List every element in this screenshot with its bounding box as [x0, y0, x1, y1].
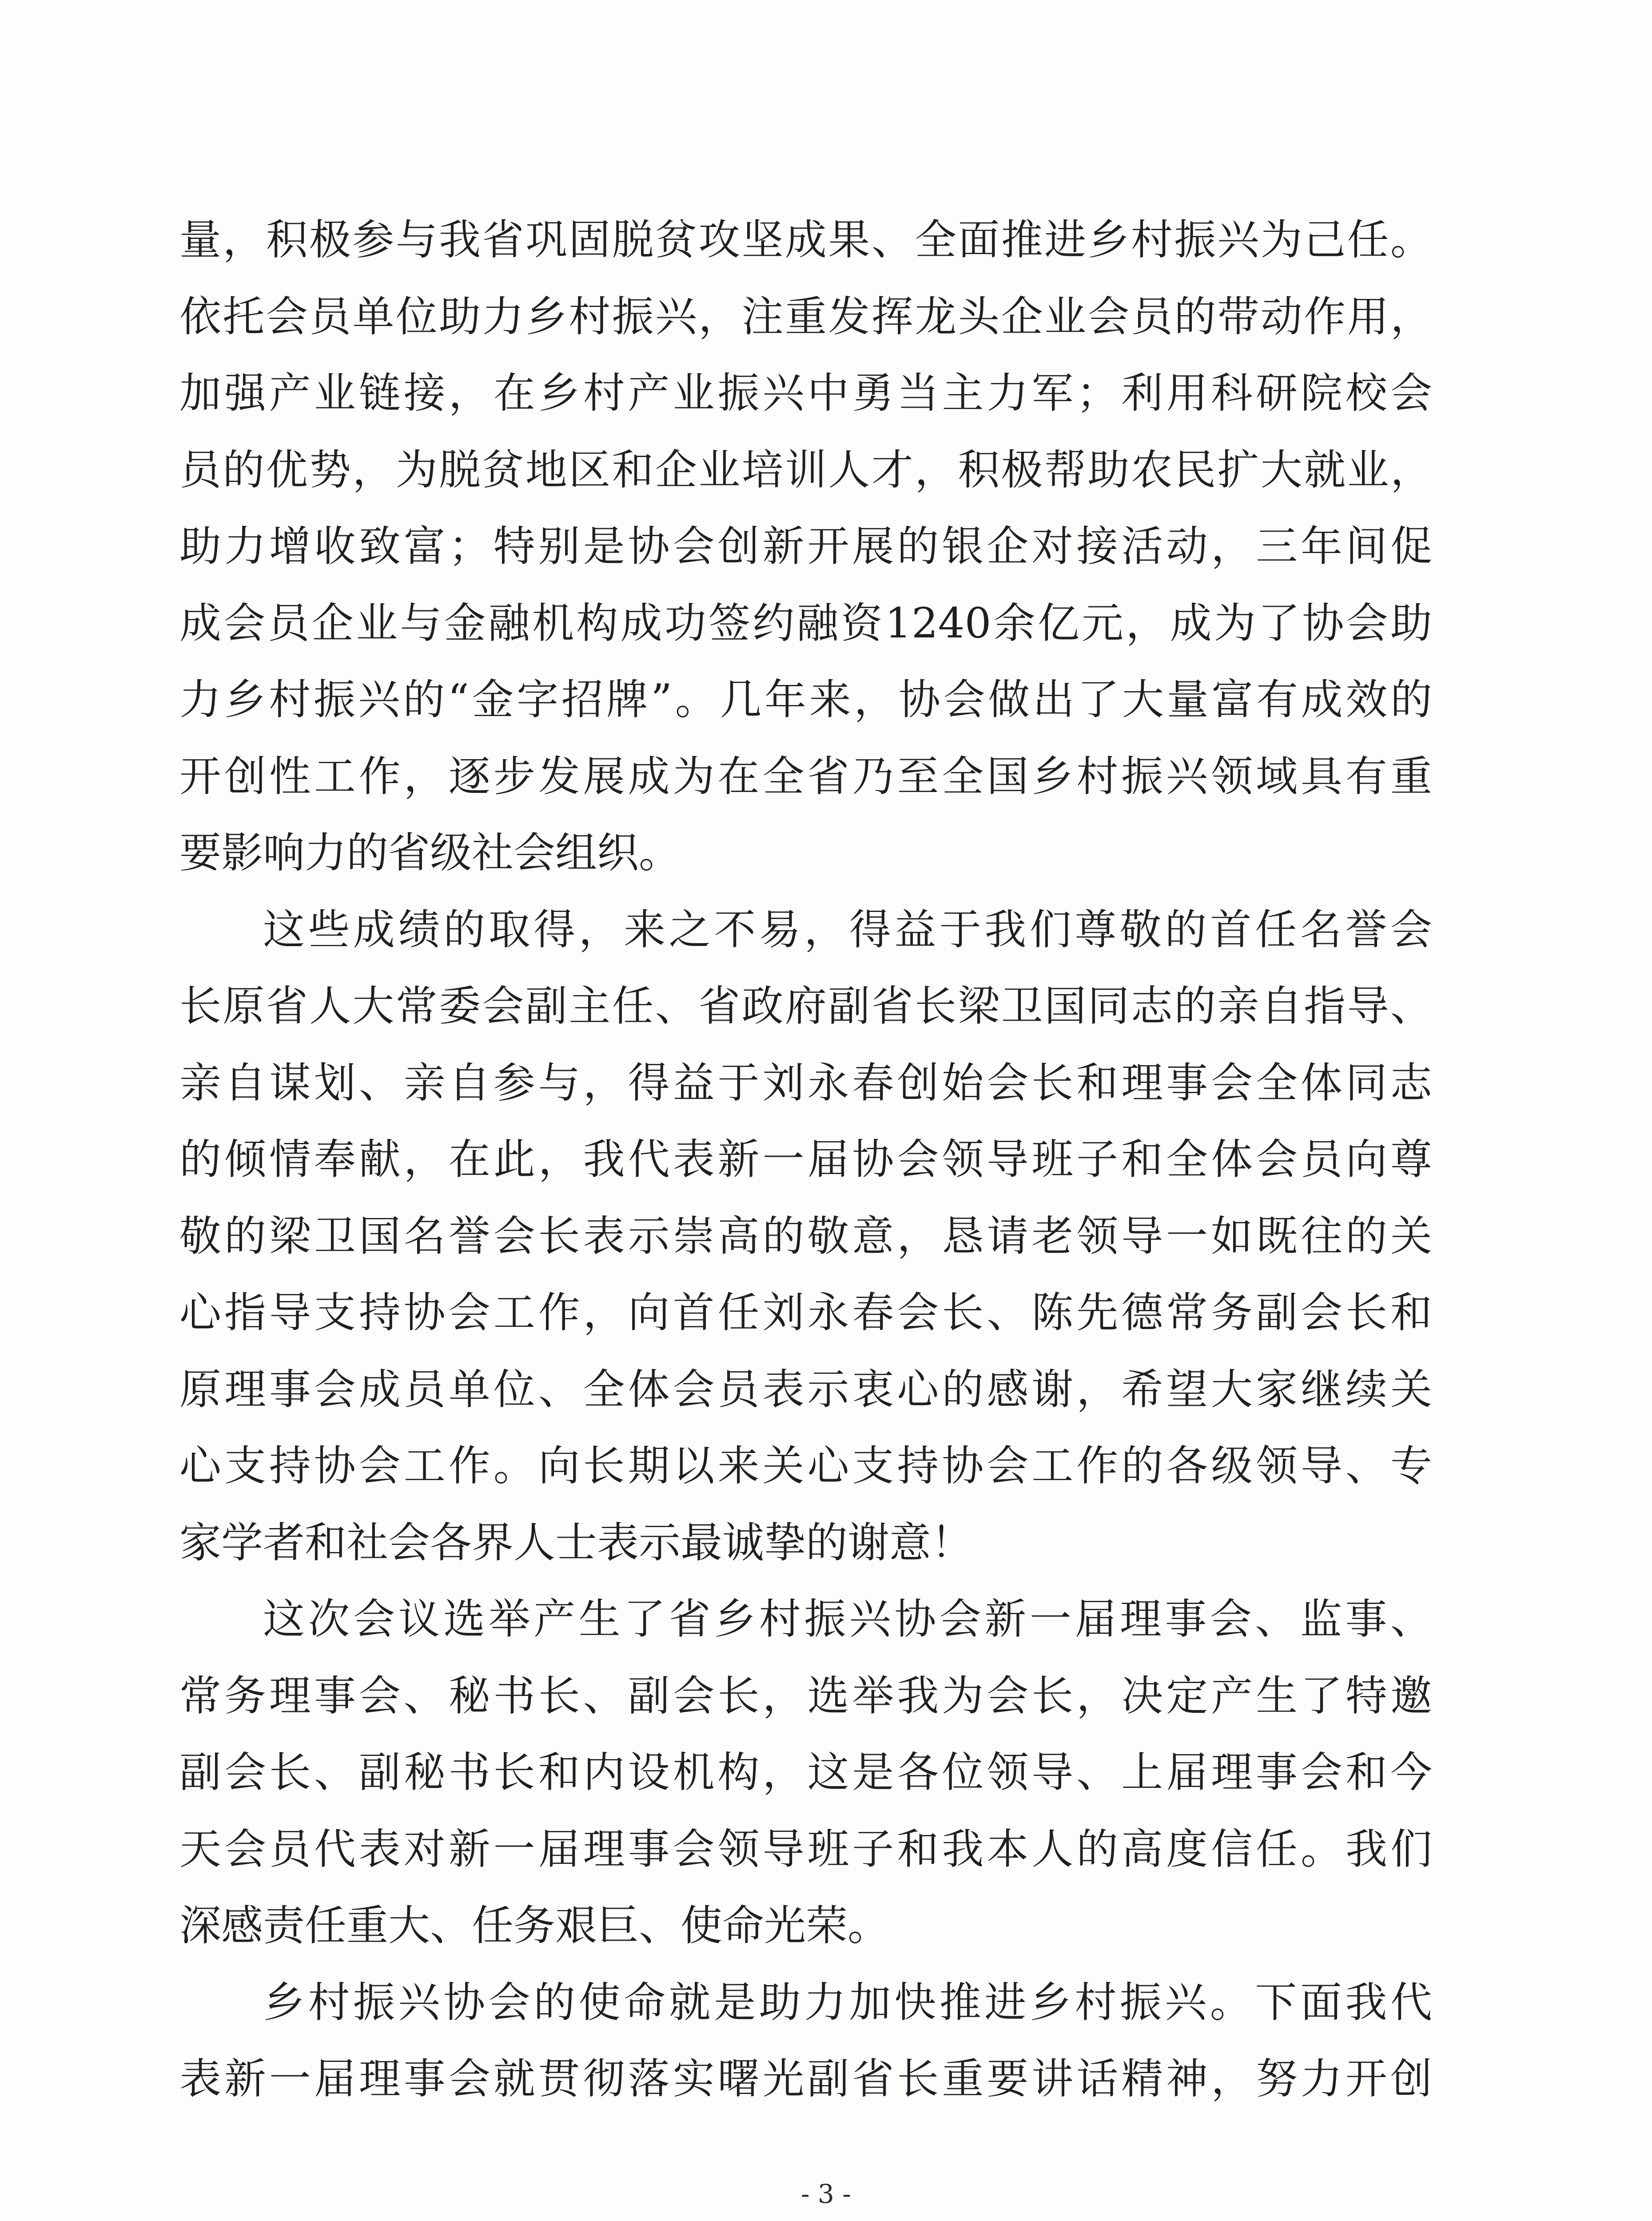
- text-line: 要影响力的省级社会组织。: [179, 829, 681, 877]
- text-line: 力乡村振兴的“金字招牌”。几年来，协会做出了大量富有成效的: [179, 676, 1432, 724]
- page-number: - 3 -: [801, 2179, 851, 2209]
- text-line: 成会员企业与金融机构成功签约融资1240余亿元，成为了协会助: [179, 599, 1432, 648]
- text-line: 常务理事会、秘书长、副会长，选举我为会长，决定产生了特邀: [179, 1672, 1432, 1720]
- text-line: 的倾情奉献，在此，我代表新一届协会领导班子和全体会员向尊: [179, 1135, 1432, 1184]
- text-line: 加强产业链接，在乡村产业振兴中勇当主力军；利用科研院校会: [179, 369, 1432, 418]
- text-line: 敬的梁卫国名誉会长表示崇高的敬意，恳请老领导一如既往的关: [179, 1212, 1432, 1261]
- text-line: 量，积极参与我省巩固脱贫攻坚成果、全面推进乡村振兴为己任。: [179, 216, 1432, 264]
- body-text: [179, 202, 1432, 2118]
- text-line: 深感责任重大、任务艰巨、使命光荣。: [179, 1902, 890, 1950]
- text-line: 长原省人大常委会副主任、省政府副省长梁卫国同志的亲自指导、: [179, 982, 1432, 1031]
- paragraph-start-line: 这次会议选举产生了省乡村振兴协会新一届理事会、监事、: [263, 1595, 1432, 1644]
- text-line: 心指导支持协会工作，向首任刘永春会长、陈先德常务副会长和: [179, 1289, 1432, 1337]
- text-line: 亲自谋划、亲自参与，得益于刘永春创始会长和理事会全体同志: [179, 1059, 1432, 1107]
- text-line: 依托会员单位助力乡村振兴，注重发挥龙头企业会员的带动作用，: [179, 292, 1432, 341]
- text-line: 家学者和社会各界人士表示最诚挚的谢意！: [179, 1518, 973, 1567]
- text-line: 原理事会成员单位、全体会员表示衷心的感谢，希望大家继续关: [179, 1365, 1432, 1414]
- text-line: 员的优势，为脱贫地区和企业培训人才，积极帮助农民扩大就业，: [179, 446, 1432, 494]
- text-line: 开创性工作，逐步发展成为在全省乃至全国乡村振兴领域具有重: [179, 752, 1432, 801]
- text-line: 副会长、副秘书长和内设机构，这是各位领导、上届理事会和今: [179, 1748, 1432, 1797]
- text-line: 表新一届理事会就贯彻落实曙光副省长重要讲话精神，努力开创: [179, 2055, 1432, 2103]
- paragraph-start-line: 这些成绩的取得，来之不易，得益于我们尊敬的首任名誉会: [263, 905, 1432, 954]
- paragraph-start-line: 乡村振兴协会的使命就是助力加快推进乡村振兴。下面我代: [263, 1978, 1432, 2027]
- text-line: 助力增收致富；特别是协会创新开展的银企对接活动，三年间促: [179, 522, 1432, 571]
- text-line: 天会员代表对新一届理事会领导班子和我本人的高度信任。我们: [179, 1825, 1432, 1874]
- text-line: 心支持协会工作。向长期以来关心支持协会工作的各级领导、专: [179, 1442, 1432, 1490]
